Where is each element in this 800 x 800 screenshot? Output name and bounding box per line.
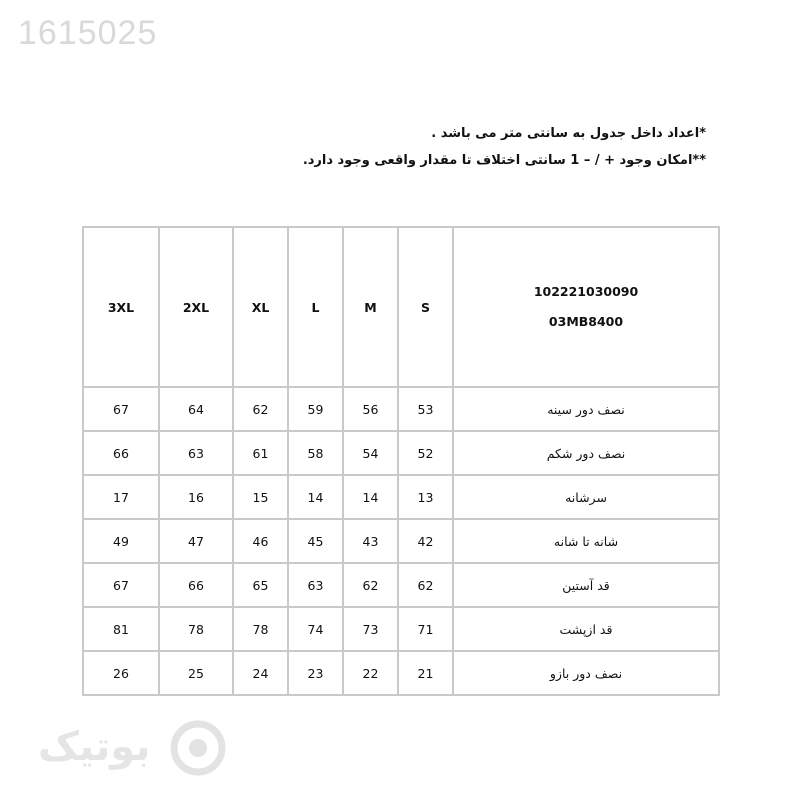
value-cell: 53 [398, 387, 453, 431]
size-header-m: M [343, 227, 398, 387]
brand-logo-watermark [18, 712, 218, 782]
value-cell: 14 [288, 475, 343, 519]
value-cell: 17 [83, 475, 159, 519]
value-cell: 81 [83, 607, 159, 651]
value-cell: 67 [83, 387, 159, 431]
value-cell: 21 [398, 651, 453, 695]
value-cell: 67 [83, 563, 159, 607]
value-cell: 24 [233, 651, 288, 695]
value-cell: 78 [233, 607, 288, 651]
value-cell: 13 [398, 475, 453, 519]
value-cell: 49 [83, 519, 159, 563]
value-cell: 23 [288, 651, 343, 695]
value-cell: 62 [233, 387, 288, 431]
brand-logo-text: بوتیک [38, 724, 151, 770]
product-code-line1: 102221030090 [533, 284, 639, 300]
value-cell: 62 [398, 563, 453, 607]
row-label: نصف دور سینه [453, 387, 719, 431]
product-code-line2: 03MB8400 [548, 314, 624, 330]
value-cell: 78 [159, 607, 233, 651]
row-label: سرشانه [453, 475, 719, 519]
value-cell: 73 [343, 607, 398, 651]
value-cell: 15 [233, 475, 288, 519]
value-cell: 42 [398, 519, 453, 563]
brand-logo-icon [168, 718, 228, 778]
value-cell: 62 [343, 563, 398, 607]
value-cell: 45 [288, 519, 343, 563]
value-cell: 63 [159, 431, 233, 475]
table-row [83, 563, 719, 607]
value-cell: 54 [343, 431, 398, 475]
value-cell: 64 [159, 387, 233, 431]
value-cell: 61 [233, 431, 288, 475]
table-row [83, 607, 719, 651]
value-cell: 66 [83, 431, 159, 475]
note-units: *اعداد داخل جدول به سانتی متر می باشد . [431, 126, 706, 141]
table-row [83, 475, 719, 519]
product-id-watermark: 1615025 [18, 14, 158, 52]
row-label: قد آستین [453, 563, 719, 607]
size-header-l: L [288, 227, 343, 387]
size-chart-table [82, 226, 720, 696]
table-row [83, 431, 719, 475]
row-label: قد ازپشت [453, 607, 719, 651]
value-cell: 22 [343, 651, 398, 695]
table-row [83, 519, 719, 563]
table-header-row [83, 227, 719, 387]
value-cell: 63 [288, 563, 343, 607]
value-cell: 26 [83, 651, 159, 695]
value-cell: 52 [398, 431, 453, 475]
value-cell: 59 [288, 387, 343, 431]
row-label: نصف دور شکم [453, 431, 719, 475]
value-cell: 16 [159, 475, 233, 519]
value-cell: 43 [343, 519, 398, 563]
value-cell: 56 [343, 387, 398, 431]
table-row [83, 387, 719, 431]
value-cell: 25 [159, 651, 233, 695]
size-header-s: S [398, 227, 453, 387]
row-label: شانه تا شانه [453, 519, 719, 563]
note-tolerance: **امکان وجود + / – 1 سانتی اختلاف تا مقدار واقعی وجود دارد. [302, 153, 706, 168]
row-label: نصف دور بازو [453, 651, 719, 695]
table-row [83, 651, 719, 695]
size-header-2xl: 2XL [159, 227, 233, 387]
value-cell: 14 [343, 475, 398, 519]
value-cell: 66 [159, 563, 233, 607]
size-notes [303, 120, 706, 174]
product-code-cell [453, 227, 719, 387]
value-cell: 58 [288, 431, 343, 475]
value-cell: 46 [233, 519, 288, 563]
value-cell: 71 [398, 607, 453, 651]
value-cell: 65 [233, 563, 288, 607]
size-header-xl: XL [233, 227, 288, 387]
value-cell: 47 [159, 519, 233, 563]
size-header-3xl: 3XL [83, 227, 159, 387]
value-cell: 74 [288, 607, 343, 651]
